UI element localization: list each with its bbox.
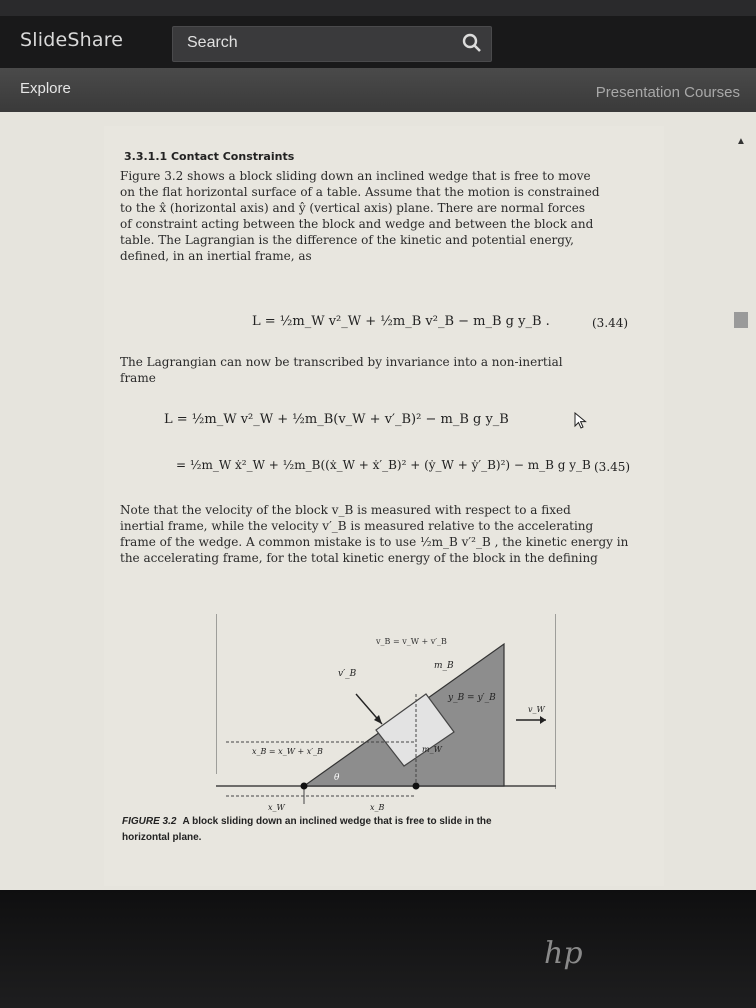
text-line: the accelerating frame, for the total kinetic energy of the block in the defining [120,551,598,565]
label-yb: y_B = y′_B [448,693,496,703]
scrollbar-thumb[interactable] [734,312,748,328]
search-input[interactable] [172,26,492,62]
label-vb-prime: v′_B [338,669,357,679]
text-line: table. The Lagrangian is the difference of the kinetic and potential energy, [120,233,574,247]
slideshare-logo[interactable]: SlideShare [20,29,124,51]
label-theta: θ [334,773,340,783]
explore-link[interactable]: Explore [20,80,71,97]
mouse-cursor-icon [574,412,588,430]
label-mb: m_B [434,661,454,671]
label-xb: x_B [370,803,385,812]
equation-number-3-45: (3.45) [594,460,631,474]
wedge-figure [216,614,556,834]
search-button[interactable] [454,26,490,60]
text-line: Note that the velocity of the block v_B is measured with respect to a fixed [120,503,571,517]
presentation-courses-link[interactable]: Presentation Courses [595,84,740,101]
caption-text: A block sliding down an inclined wedge that is free to slide in the [182,816,492,827]
caption-label: FIGURE 3.2 [122,816,177,827]
monitor-top-bezel [0,0,756,16]
origin-dot [301,783,308,790]
label-vw: v_W [528,705,545,714]
caption-text-2: horizontal plane. [122,832,202,843]
paragraph-2 [120,354,640,386]
label-xb-eq: x_B = x_W + x′_B [252,747,323,756]
scroll-up-arrow-icon[interactable]: ▲ [736,136,746,147]
search-icon [461,32,483,54]
text-line: on the flat horizontal surface of a table. Assume that the motion is constrained [120,185,600,199]
document-page [104,126,664,886]
text-line: frame of the wedge. A common mistake is to use ½m_B v′²_B , the kinetic energy in [120,535,629,549]
point-dot [413,783,420,790]
label-mw: m_W [422,745,442,754]
paragraph-3 [120,502,640,566]
text-line: inertial frame, while the velocity v′_B is measured relative to the accelerating [120,519,594,533]
text-line: to the x̂ (horizontal axis) and ŷ (vertical axis) plane. There are normal forces [120,201,585,215]
paragraph-1 [120,168,640,264]
equation-3-44: L = ½m_W v²_W + ½m_B v²_B − m_B g y_B . [252,314,550,329]
text-line: defined, in an inertial frame, as [120,249,312,263]
equation-3-45-line-1: L = ½m_W v²_W + ½m_B(v_W + v′_B)² − m_B g y_B [164,412,509,427]
sub-navigation-bar [0,68,756,112]
equation-number-3-44: (3.44) [592,316,629,330]
text-line: frame [120,371,156,385]
text-line: of constraint acting between the block and wedge and between the block and [120,217,594,231]
text-line: Figure 3.2 shows a block sliding down an inclined wedge that is free to move [120,169,591,183]
search-placeholder: Search [187,34,238,51]
monitor-bottom-bezel [0,890,756,1008]
text-line: The Lagrangian can now be transcribed by invariance into a non-inertial [120,355,563,369]
label-xw: x_W [268,803,285,812]
figure-caption [122,814,642,846]
equation-3-45-line-2: = ½m_W ẋ²_W + ½m_B((ẋ_W + ẋ′_B)² + (ẏ_W + ẏ′_B)²) − m_B g y_B [176,458,591,472]
arrow-head [540,716,546,724]
section-title: 3.3.1.1 Contact Constraints [124,150,295,163]
hp-logo-icon: ℎ𝑝 [544,936,583,971]
label-vb: v_B = v_W + v′_B [376,637,447,646]
top-navigation-bar [0,16,756,68]
